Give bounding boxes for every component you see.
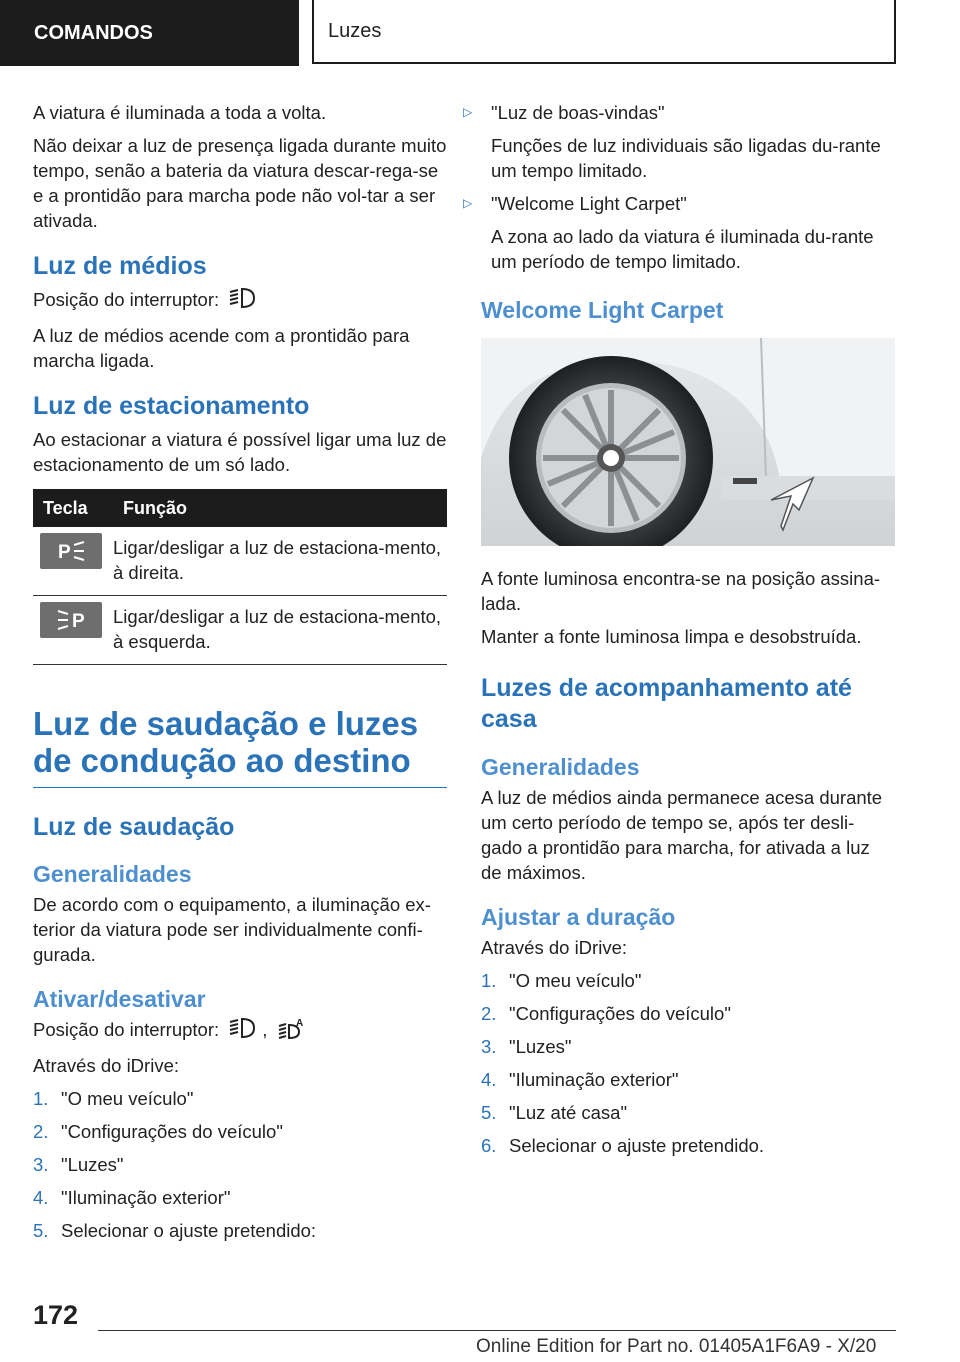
triangle-bullet-icon: ▷	[463, 105, 473, 119]
heading-luz-de-saudacao: Luz de saudação	[33, 813, 235, 842]
switch-position-line: Posição do interruptor:	[33, 287, 447, 315]
heading-luz-de-medios: Luz de médios	[33, 252, 207, 280]
triangle-bullet-icon: ▷	[463, 196, 473, 210]
paragraph: Não deixar a luz de presença ligada durante muito tempo, senão a bateria da viatura descar-rega-se e a prontidão para marcha pode não vol-tar a ser ativada.	[33, 135, 447, 231]
parking-light-left-icon	[40, 602, 102, 638]
page-number: 172	[33, 1300, 79, 1330]
table-row	[33, 527, 447, 596]
heading-generalidades: Generalidades	[33, 861, 192, 888]
list-item: 6. Selecionar o ajuste pretendido.	[481, 1135, 765, 1156]
list-item: 3. "Luzes"	[481, 1036, 572, 1057]
svg-text:P: P	[72, 611, 85, 633]
heading-ajustar-duracao: Ajustar a duração	[481, 904, 676, 930]
table-cell: Ligar/desligar a luz de estaciona-mento, à direita.	[113, 527, 447, 596]
list-item: 2. "Configurações do veículo"	[481, 1003, 731, 1024]
paragraph: A luz de médios acende com a prontidão para marcha ligada.	[33, 325, 410, 372]
heading-luz-de-saudacao-e-conducao: Luz de saudação e luzes de condução ao destino	[33, 705, 447, 788]
list-item: 4. "Iluminação exterior"	[481, 1069, 679, 1090]
list-item: 1. "O meu veículo"	[33, 1088, 194, 1110]
paragraph: Através do iDrive:	[481, 937, 627, 958]
idrive-steps-list	[481, 968, 895, 1158]
auto-light-icon	[277, 1017, 307, 1045]
paragraph: Manter a fonte luminosa limpa e desobstruída.	[481, 626, 862, 647]
footer-divider	[98, 1330, 896, 1331]
heading-ativar-desativar: Ativar/desativar	[33, 986, 206, 1013]
paragraph: A fonte luminosa encontra-se na posição assina-lada.	[481, 568, 881, 614]
svg-text:A: A	[295, 1018, 303, 1030]
list-item: 4. "Iluminação exterior"	[33, 1187, 231, 1209]
list-item: 5. Selecionar o ajuste pretendido:	[33, 1220, 317, 1242]
paragraph: A viatura é iluminada a toda a volta.	[33, 102, 327, 123]
section-title: COMANDOS	[34, 21, 153, 44]
low-beam-icon	[228, 287, 258, 315]
heading-generalidades: Generalidades	[481, 754, 640, 780]
option-desc: Funções de luz individuais são ligadas du-rante um tempo limitado.	[491, 135, 881, 181]
car-wheel-illustration	[481, 338, 895, 546]
option-item	[433, 100, 895, 183]
table-cell: Ligar/desligar a luz de estaciona-mento, à esquerda.	[113, 596, 447, 665]
chapter-title: Luzes	[328, 19, 382, 42]
paragraph: A luz de médios ainda permanece acesa durante um certo período de tempo se, após ter desli-gado a prontidão para marcha, for ativada a luz de máximos.	[481, 787, 883, 883]
left-column	[33, 100, 447, 1251]
table-header-tecla: Tecla	[33, 489, 113, 527]
list-item: 1. "O meu veículo"	[481, 970, 642, 991]
heading-luz-de-estacionamento: Luz de estacionamento	[33, 392, 310, 421]
table-row	[33, 596, 447, 665]
option-item	[433, 191, 895, 274]
heading-welcome-light-carpet: Welcome Light Carpet	[481, 297, 724, 323]
parking-light-right-icon	[40, 533, 102, 569]
list-item: 3. "Luzes"	[33, 1154, 124, 1176]
option-title: "Luz de boas-vindas"	[491, 102, 665, 123]
parking-light-table	[33, 489, 447, 665]
switch-position-line: Posição do interruptor: , A	[33, 1017, 447, 1045]
low-beam-icon	[228, 1017, 258, 1045]
edition-note: Online Edition for Part no. 01405A1F6A9 - X/20	[476, 1336, 877, 1357]
option-desc: A zona ao lado da viatura é iluminada du-rante um período de tempo limitado.	[491, 226, 874, 272]
paragraph: Através do iDrive:	[33, 1055, 179, 1077]
header-section	[0, 0, 299, 66]
idrive-steps-list	[33, 1086, 447, 1243]
paragraph: Ao estacionar a viatura é possível ligar uma luz de estacionamento de um só lado.	[33, 429, 447, 476]
heading-luzes-de-acompanhamento: Luzes de acompanhamento até casa	[481, 674, 852, 733]
svg-text:P: P	[58, 542, 71, 564]
table-header-funcao: Função	[113, 489, 447, 527]
list-item: 5. "Luz até casa"	[481, 1102, 628, 1123]
list-item: 2. "Configurações do veículo"	[33, 1121, 283, 1143]
right-column	[463, 100, 895, 1166]
paragraph: De acordo com o equipamento, a iluminação ex-terior da viatura pode ser individualmente confi-gurada.	[33, 894, 431, 966]
option-title: "Welcome Light Carpet"	[491, 193, 687, 214]
header-chapter	[312, 0, 896, 64]
